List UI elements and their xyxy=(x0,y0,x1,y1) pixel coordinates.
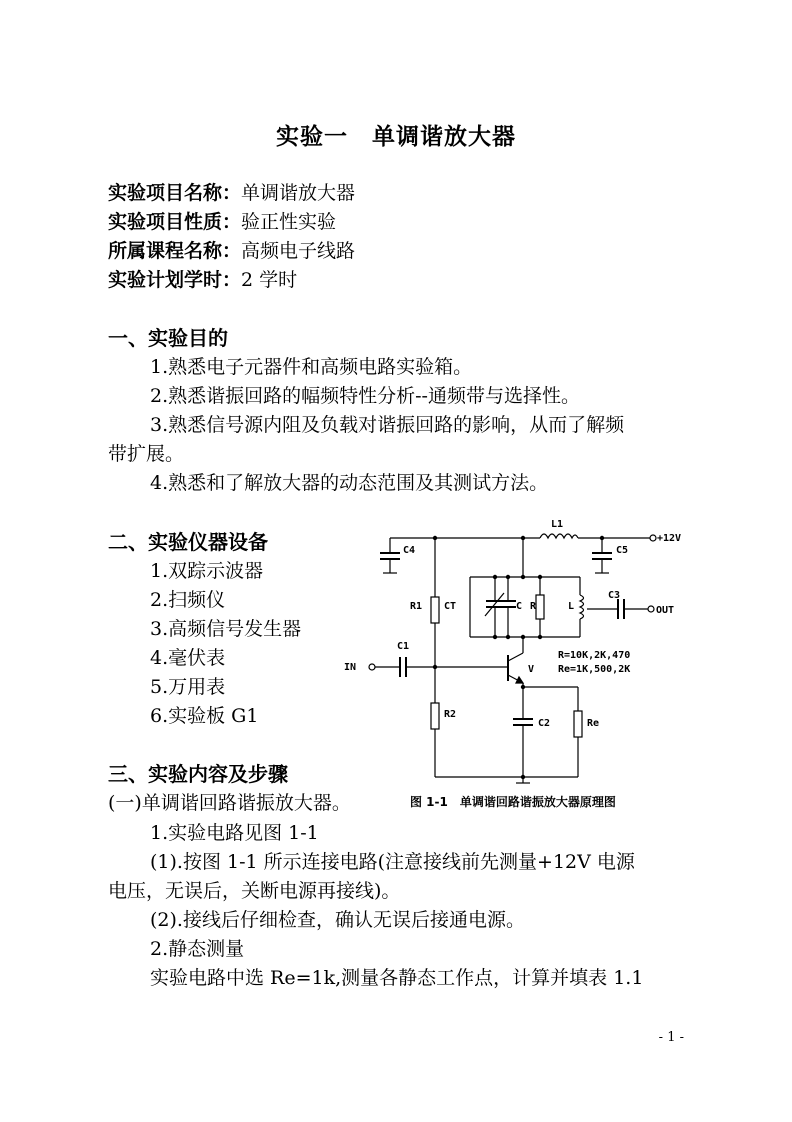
section1-item: 4.熟悉和了解放大器的动态范围及其测试方法。 xyxy=(150,472,549,494)
vcc-terminal xyxy=(650,535,656,541)
section3-heading: 三、实验内容及步骤 xyxy=(108,762,288,786)
equipment-item: 4.毫伏表 xyxy=(150,647,226,669)
equipment-item: 1.双踪示波器 xyxy=(150,560,264,582)
resistor-r xyxy=(536,595,544,619)
meta-course-name: 所属课程名称：高频电子线路 xyxy=(108,240,356,262)
label-c3: C3 xyxy=(608,590,621,601)
section1-item: 2.熟悉谐振回路的幅频特性分析--通频带与选择性。 xyxy=(150,385,580,407)
section3-line: (1).按图 1-1 所示连接电路(注意接线前先测量+12V 电源 xyxy=(150,851,635,873)
equipment-item: 6.实验板 G1 xyxy=(150,705,259,727)
label-r-values: R=10K,2K,470 xyxy=(558,650,631,661)
inductor-l xyxy=(580,595,584,619)
section3-line: (一)单调谐回路谐振放大器。 xyxy=(108,792,351,814)
label-ct: CT xyxy=(444,601,457,612)
page-number: - 1 - xyxy=(658,1030,684,1045)
label-c2: C2 xyxy=(538,718,551,729)
label-vcc: +12V xyxy=(657,533,682,544)
section3-line: 2.静态测量 xyxy=(150,938,245,960)
label-l: L xyxy=(568,601,575,612)
equipment-item: 5.万用表 xyxy=(150,676,226,698)
label-c4: C4 xyxy=(403,545,416,556)
label-c1: C1 xyxy=(397,641,410,652)
equipment-item: 2.扫频仪 xyxy=(150,589,226,611)
meta-project-name: 实验项目名称：单调谐放大器 xyxy=(108,182,356,204)
label-re-values: Re=1K,500,2K xyxy=(558,664,631,675)
page-title: 实验一 单调谐放大器 xyxy=(276,124,516,150)
label-in: IN xyxy=(344,662,357,673)
label-c: C xyxy=(516,601,523,612)
meta-hours: 实验计划学时：2 学时 xyxy=(108,269,298,291)
section1-item: 3.熟悉信号源内阻及负载对谐振回路的影响，从而了解频 xyxy=(150,414,625,436)
section3-line: 1.实验电路见图 1-1 xyxy=(150,822,319,844)
label-r2: R2 xyxy=(444,709,457,720)
section3-line: (2).接线后仔细检查，确认无误后接通电源。 xyxy=(150,909,525,931)
output-terminal xyxy=(648,606,654,612)
label-l1: L1 xyxy=(551,519,564,530)
section3-line: 电压，无误后，关断电源再接线)。 xyxy=(108,880,401,902)
resistor-re xyxy=(574,711,582,737)
meta-project-nature: 实验项目性质：验正性实验 xyxy=(108,211,337,233)
section1-item: 带扩展。 xyxy=(108,443,185,465)
circuit-diagram xyxy=(340,515,700,785)
inductor-l1 xyxy=(540,534,578,538)
section1-item: 1.熟悉电子元器件和高频电路实验箱。 xyxy=(150,356,473,378)
label-r: R xyxy=(530,601,537,612)
section2-heading: 二、实验仪器设备 xyxy=(108,530,268,554)
label-c5: C5 xyxy=(616,545,629,556)
label-out: OUT xyxy=(656,605,675,616)
label-r1: R1 xyxy=(410,601,423,612)
resistor-r1 xyxy=(431,597,439,623)
equipment-item: 3.高频信号发生器 xyxy=(150,618,302,640)
label-re: Re xyxy=(587,718,600,729)
section3-line: 实验电路中选 Re=1k,测量各静态工作点，计算并填表 1.1 xyxy=(150,967,644,989)
resistor-r2 xyxy=(431,703,439,729)
label-v: V xyxy=(528,664,535,675)
input-terminal xyxy=(369,664,375,670)
section1-heading: 一、实验目的 xyxy=(108,326,228,350)
figure-caption: 图 1-1 单调谐回路谐振放大器原理图 xyxy=(410,795,616,809)
